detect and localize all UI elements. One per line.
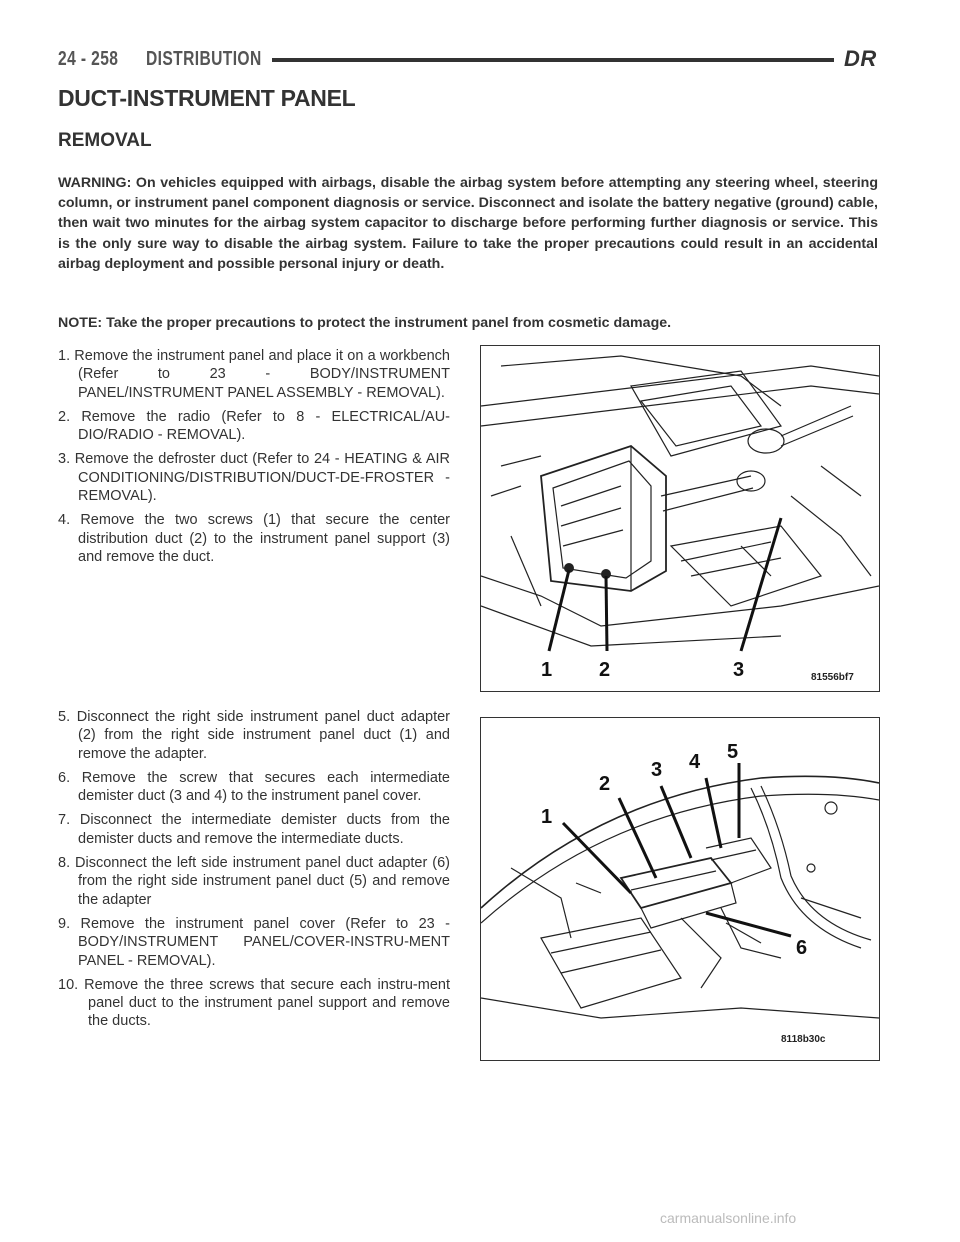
procedure-step-5: 5. Disconnect the right side instrument panel duct adapter (2) from the right side instrument panel duct (1) and remove the adapter. (58, 709, 450, 762)
page-header (58, 44, 878, 74)
page-title: DUCT-INSTRUMENT PANEL (58, 85, 356, 111)
procedure-step-7: 7. Disconnect the intermediate demister ducts from the demister ducts and remove the intermediate ducts. (58, 812, 450, 847)
section-subtitle: REMOVAL (58, 130, 152, 151)
procedure-step-10: 10. Remove the three screws that secure each instru-ment panel duct to the instrument panel support and remove the ducts. (58, 976, 450, 1030)
callout-1: 1 (541, 806, 553, 828)
callout-3: 3 (733, 659, 745, 681)
duct-adapter-illustration (481, 718, 879, 1060)
callout-6: 6 (796, 937, 808, 959)
callout-2: 2 (599, 659, 611, 681)
figure-code: 8118b30c (781, 1034, 826, 1045)
procedure-steps-group-1 (58, 347, 450, 572)
page-number: 24 - 258 (58, 48, 119, 70)
watermark: carmanualsonline.info (660, 1210, 797, 1226)
procedure-step-3: 3. Remove the defroster duct (Refer to 24 - HEATING & AIR CONDITIONING/DISTRIBUTION/DUCT-DE-FROSTER - REMOVAL). (58, 451, 450, 505)
header-rule (272, 58, 834, 62)
procedure-step-1: 1. Remove the instrument panel and place it on a workbench (Refer to 23 - BODY/INSTRUMENT PANEL/INSTRUMENT PANEL ASSEMBLY - REMOVAL). (58, 348, 450, 401)
figure-panel-duct-adapters (480, 717, 880, 1061)
procedure-step-4: 4. Remove the two screws (1) that secure the center distribution duct (2) to the instrument panel support (3) and remove the duct. (58, 512, 450, 565)
procedure-step-6: 6. Remove the screw that secures each intermediate demister duct (3 and 4) to the instrument panel cover. (58, 769, 450, 805)
callout-5: 5 (727, 741, 739, 763)
callout-2: 2 (599, 773, 611, 795)
section-name: DISTRIBUTION (146, 48, 262, 70)
callout-1: 1 (541, 659, 553, 681)
note-paragraph: NOTE: Take the proper precautions to protect the instrument panel from cosmetic damage. (58, 315, 672, 331)
figure-center-distribution-duct (480, 345, 880, 692)
center-duct-illustration (481, 346, 879, 691)
warning-paragraph: WARNING: On vehicles equipped with airbags, disable the airbag system before attempting any steering wheel, steering column, or instrument panel component diagnosis or service. Disconnect and isolate the battery negative (ground) cable, then wait two minutes for the airbag system capacitor to discharge before performing further diagnosis or service. This is the only sure way to disable the airbag system. Failure to take the proper precautions could result in an accidental airbag deployment and possible personal injury or death. (58, 175, 878, 272)
figure-code: 81556bf7 (811, 672, 854, 683)
model-code: DR (844, 46, 877, 71)
procedure-step-9: 9. Remove the instrument panel cover (Refer to 23 - BODY/INSTRUMENT PANEL/COVER-INSTRU-MENT PANEL - REMOVAL). (58, 915, 450, 969)
callout-4: 4 (689, 751, 701, 773)
procedure-step-2: 2. Remove the radio (Refer to 8 - ELECTRICAL/AU-DIO/RADIO - REMOVAL). (58, 408, 450, 444)
callout-3: 3 (651, 759, 663, 781)
procedure-step-8: 8. Disconnect the left side instrument panel duct adapter (6) from the right side instrument panel duct (5) and remove the adapter (58, 855, 450, 908)
procedure-steps-group-2 (58, 708, 450, 1037)
